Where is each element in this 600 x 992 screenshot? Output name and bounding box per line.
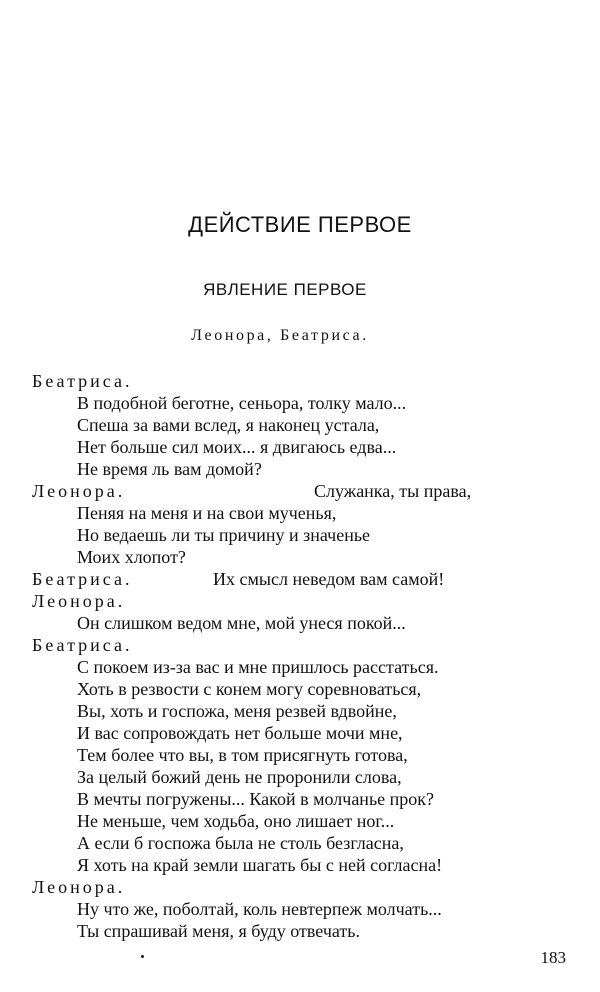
verse-text: Хоть в резвости с конем могу соревноваться, (77, 679, 422, 699)
verse-text: Но ведаешь ли ты причину и значенье (77, 525, 371, 545)
verse-text: Пеняя на меня и на свои мученья, (77, 503, 337, 523)
verse-line (0, 480, 600, 502)
verse-text: И вас сопровождать нет больше мочи мне, (77, 723, 403, 743)
verse-line (0, 832, 600, 854)
speaker-name: Леонора. (32, 591, 126, 611)
verse-text: Служанка, ты права, (314, 481, 472, 501)
verse-line (0, 634, 600, 656)
verse-text: Спеша за вами вслед, я наконец устала, (77, 415, 380, 435)
verse-text: Не меньше, чем ходьба, оно лишает ног... (77, 811, 395, 831)
print-speck (141, 955, 144, 958)
verse-line (0, 392, 600, 414)
verse-text: Не время ль вам домой? (77, 459, 262, 479)
characters-list: Леонора, Беатриса. (191, 327, 369, 344)
verse-text: Ты спрашивай меня, я буду отвечать. (77, 921, 360, 941)
verse-text: За целый божий день не проронили слова, (77, 767, 402, 787)
verse-text: Нет больше сил моих... я двигаюсь едва... (77, 437, 397, 457)
verse-text: В подобной беготне, сеньора, толку мало... (77, 393, 407, 413)
verse-line (0, 656, 600, 678)
verse-line (0, 524, 600, 546)
speaker-name: Беатриса. (32, 371, 133, 391)
verse-text: Тем более что вы, в том присягнуть готова, (77, 745, 408, 765)
verse-text: Он слишком ведом мне, мой унеся покой... (77, 613, 406, 633)
verse-line (0, 920, 600, 942)
verse-text: Их смысл неведом вам самой! (213, 569, 445, 589)
verse-line (0, 436, 600, 458)
verse-text: С покоем из-за вас и мне пришлось расстаться. (77, 657, 439, 677)
verse-line (0, 612, 600, 634)
dialogue (0, 370, 600, 942)
speaker-name: Леонора. (32, 877, 126, 897)
verse-line (0, 766, 600, 788)
verse-line (0, 788, 600, 810)
verse-line (0, 590, 600, 612)
verse-line (0, 854, 600, 876)
act-title: ДЕЙСТВИЕ ПЕРВОЕ (188, 212, 412, 237)
verse-text: А если б госпожа была не столь безгласна, (77, 833, 404, 853)
verse-line (0, 744, 600, 766)
verse-text: В мечты погружены... Какой в молчанье прок? (77, 789, 435, 809)
verse-line (0, 370, 600, 392)
verse-line (0, 700, 600, 722)
verse-text: Вы, хоть и госпожа, меня резвей вдвойне, (77, 701, 397, 721)
verse-line (0, 810, 600, 832)
verse-line (0, 898, 600, 920)
page-number: 183 (540, 948, 566, 967)
verse-text: Я хоть на край земли шагать бы с ней согласна! (77, 855, 443, 875)
verse-text: Ну что же, поболтай, коль невтерпеж молчать... (77, 899, 442, 919)
speaker-name: Леонора. (32, 481, 126, 501)
verse-line (0, 414, 600, 436)
scene-title: ЯВЛЕНИЕ ПЕРВОЕ (203, 280, 367, 299)
verse-line (0, 546, 600, 568)
verse-line (0, 568, 600, 590)
verse-line (0, 722, 600, 744)
verse-line (0, 458, 600, 480)
verse-text: Моих хлопот? (77, 547, 186, 567)
verse-line (0, 502, 600, 524)
speaker-name: Беатриса. (32, 569, 133, 589)
verse-line (0, 876, 600, 898)
speaker-name: Беатриса. (32, 635, 133, 655)
verse-line (0, 678, 600, 700)
